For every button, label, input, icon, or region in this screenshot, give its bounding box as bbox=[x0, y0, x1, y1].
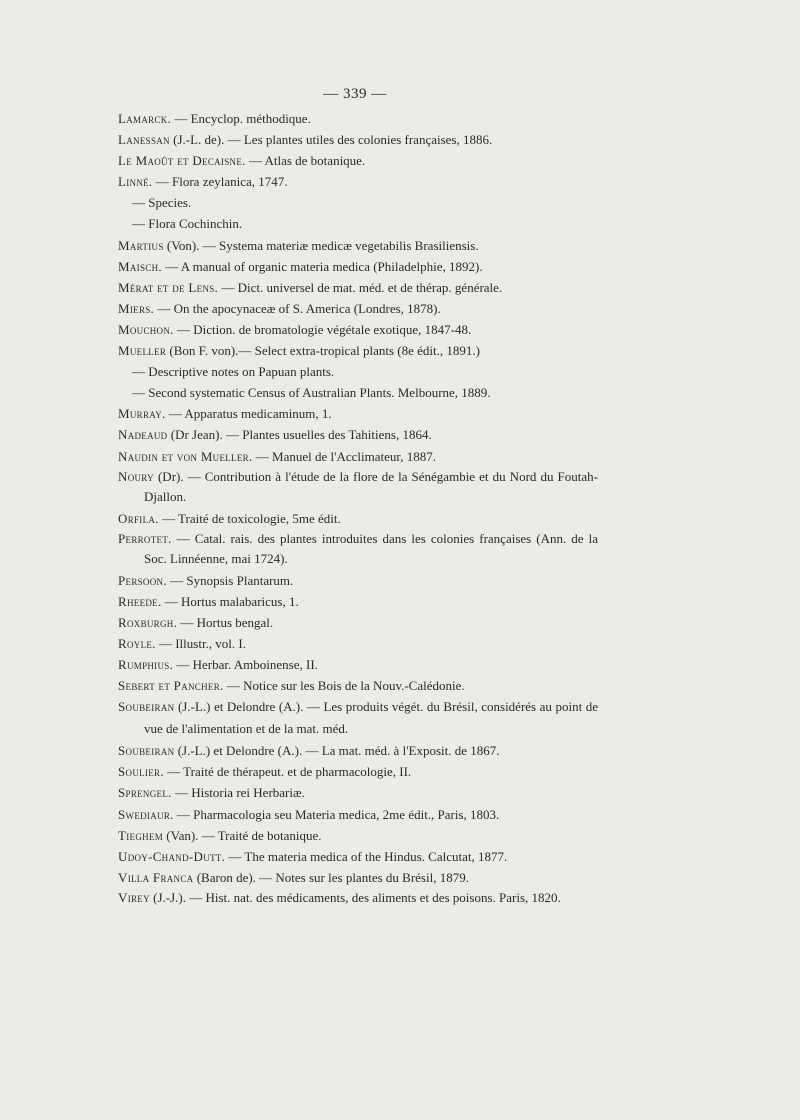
entry-author: Tieghem bbox=[118, 827, 164, 843]
bibliography-entry bbox=[118, 150, 598, 171]
bibliography-entry bbox=[118, 340, 598, 361]
bibliography-entry bbox=[118, 382, 598, 403]
bibliography-entry bbox=[118, 277, 598, 298]
entry-author: Linné. bbox=[118, 174, 153, 190]
entry-text: (J.-L. de). — Les plantes utiles des colonies françaises, 1886. bbox=[169, 132, 493, 148]
entry-author: Rheede. bbox=[118, 593, 162, 609]
entry-text: — On the apocynaceæ of S. America (Londres, 1878). bbox=[154, 300, 441, 316]
entry-text: — A manual of organic materia medica (Philadelphie, 1892). bbox=[161, 258, 483, 274]
entry-text: — Flora zeylanica, 1747. bbox=[152, 174, 288, 190]
entry-text: (Dr). — Contribution à l'étude de la flore de la Sénégambie et du Nord du Foutah-Djallon. bbox=[144, 468, 598, 504]
entry-text: — Historia rei Herbariæ. bbox=[171, 785, 305, 801]
entry-text: (Dr Jean). — Plantes usuelles des Tahitiens, 1864. bbox=[167, 427, 432, 443]
entry-author: Soulier. bbox=[118, 764, 164, 780]
entry-author: Sprengel. bbox=[118, 785, 172, 801]
entry-author: Naudin et von Mueller. bbox=[118, 448, 253, 464]
entry-author: Lamarck. bbox=[118, 111, 172, 126]
entry-text: — Traité de toxicologie, 5me édit. bbox=[158, 510, 341, 526]
entry-text: — Second systematic Census of Australian Plants. Melbourne, 1889. bbox=[132, 385, 491, 401]
bibliography-entry bbox=[118, 782, 598, 803]
entry-author: Mérat et de Lens. bbox=[118, 279, 219, 295]
bibliography-entry bbox=[118, 675, 598, 696]
entry-text: — Apparatus medicaminum, 1. bbox=[165, 406, 332, 422]
bibliography-entry bbox=[118, 361, 598, 382]
entry-text: — Dict. universel de mat. méd. et de thérap. générale. bbox=[218, 279, 503, 295]
bibliography-entry bbox=[118, 403, 598, 424]
entry-text: — The materia medica of the Hindus. Calcutat, 1877. bbox=[225, 848, 508, 864]
bibliography-entry bbox=[118, 654, 598, 675]
bibliography-entry bbox=[118, 888, 598, 908]
entry-text: (J.-J.). — Hist. nat. des médicaments, des aliments et des poisons. Paris, 1820. bbox=[149, 889, 561, 905]
bibliography-entry bbox=[118, 192, 598, 213]
entry-author: Mueller bbox=[118, 343, 167, 359]
entry-text: — Illustr., vol. I. bbox=[155, 635, 246, 651]
entry-author: Mouchon. bbox=[118, 321, 174, 337]
entry-author: Soubeiran bbox=[118, 743, 175, 759]
entry-author: Nadeaud bbox=[118, 427, 168, 443]
entry-author: Sebert et Pancher. bbox=[118, 678, 224, 694]
bibliography-entry bbox=[118, 213, 598, 234]
bibliography-entry bbox=[118, 235, 598, 256]
bibliography-entry bbox=[118, 319, 598, 340]
bibliography-entry bbox=[118, 825, 598, 846]
entry-author: Roxburgh. bbox=[118, 614, 178, 630]
entry-text: (Baron de). — Notes sur les plantes du Brésil, 1879. bbox=[193, 869, 469, 885]
entry-author: Virey bbox=[118, 889, 150, 905]
entry-text: (Bon F. von).— Select extra-tropical plants (8e édit., 1891.) bbox=[166, 343, 480, 359]
bibliography-entry bbox=[118, 846, 598, 867]
entry-author: Persoon. bbox=[118, 572, 167, 588]
entry-author: Noury bbox=[118, 468, 154, 484]
page-number: — 339 — bbox=[323, 86, 387, 102]
bibliography-list bbox=[118, 108, 598, 909]
bibliography-entry bbox=[118, 298, 598, 319]
entry-author: Swediaur. bbox=[118, 806, 174, 822]
bibliography-entry bbox=[118, 467, 598, 507]
bibliography-entry bbox=[118, 591, 598, 612]
entry-text: — Manuel de l'Acclimateur, 1887. bbox=[252, 448, 436, 464]
bibliography-entry bbox=[118, 867, 598, 888]
entry-text: — Descriptive notes on Papuan plants. bbox=[132, 364, 335, 380]
bibliography-entry bbox=[118, 129, 598, 150]
bibliography-entry bbox=[118, 171, 598, 192]
entry-author: Lanessan bbox=[118, 132, 170, 148]
entry-author: Soubeiran bbox=[118, 699, 175, 715]
entry-author: Perrotet. bbox=[118, 530, 172, 546]
entry-text: — Flora Cochinchin. bbox=[132, 216, 243, 232]
entry-text: — Atlas de botanique. bbox=[245, 153, 366, 169]
entry-text: — Pharmacologia seu Materia medica, 2me édit., Paris, 1803. bbox=[173, 806, 500, 822]
entry-text: — Hortus malabaricus, 1. bbox=[161, 593, 299, 609]
bibliography-entry bbox=[118, 570, 598, 591]
bibliography-entry bbox=[118, 508, 598, 529]
entry-text: (J.-L.) et Delondre (A.). — La mat. méd. à l'Exposit. de 1867. bbox=[174, 743, 500, 759]
bibliography-entry bbox=[118, 633, 598, 654]
bibliography-entry bbox=[118, 529, 598, 569]
entry-author: Villa Franca bbox=[118, 869, 194, 885]
entry-text: — Traité de thérapeut. et de pharmacologie, II. bbox=[163, 764, 412, 780]
bibliography-entry bbox=[118, 256, 598, 277]
entry-text: — Synopsis Plantarum. bbox=[166, 572, 294, 588]
entry-text: — Diction. de bromatologie végétale exotique, 1847-48. bbox=[173, 321, 472, 337]
entry-author: Martius bbox=[118, 237, 164, 253]
bibliography-entry bbox=[118, 761, 598, 782]
bibliography-entry bbox=[118, 804, 598, 825]
bibliography-entry bbox=[118, 108, 598, 129]
entry-author: Le Maoût et Decaisne. bbox=[118, 153, 246, 169]
entry-author: Rumphius. bbox=[118, 657, 174, 673]
entry-text: — Species. bbox=[132, 195, 192, 211]
entry-text: (J.-L.) et Delondre (A.). — Les produits végét. du Brésil, considérés au point de vue de l'alimentation et de la mat. méd. bbox=[144, 699, 598, 737]
entry-text: — Herbar. Amboinense, II. bbox=[173, 657, 318, 673]
entry-author: Miers. bbox=[118, 300, 155, 316]
bibliography-entry bbox=[118, 446, 598, 467]
entry-author: Orfila. bbox=[118, 510, 159, 526]
bibliography-entry bbox=[118, 424, 598, 445]
entry-text: (Van). — Traité de botanique. bbox=[163, 827, 322, 843]
entry-author: Udoy-Chand-Dutt. bbox=[118, 848, 226, 864]
entry-author: Royle. bbox=[118, 635, 156, 651]
bibliography-entry bbox=[118, 696, 598, 740]
entry-text: — Hortus bengal. bbox=[177, 614, 274, 630]
bibliography-entry bbox=[118, 612, 598, 633]
entry-text: — Notice sur les Bois de la Nouv.-Calédonie. bbox=[223, 678, 465, 694]
entry-text: — Encyclop. méthodique. bbox=[171, 111, 311, 126]
entry-author: Murray. bbox=[118, 406, 166, 422]
bibliography-entry bbox=[118, 740, 598, 761]
entry-author: Maisch. bbox=[118, 258, 162, 274]
entry-text: (Von). — Systema materiæ medicæ vegetabilis Brasiliensis. bbox=[163, 237, 479, 253]
entry-text: — Catal. rais. des plantes introduites dans les colonies françaises (Ann. de la Soc. Linnéenne, mai 1724). bbox=[144, 530, 598, 566]
